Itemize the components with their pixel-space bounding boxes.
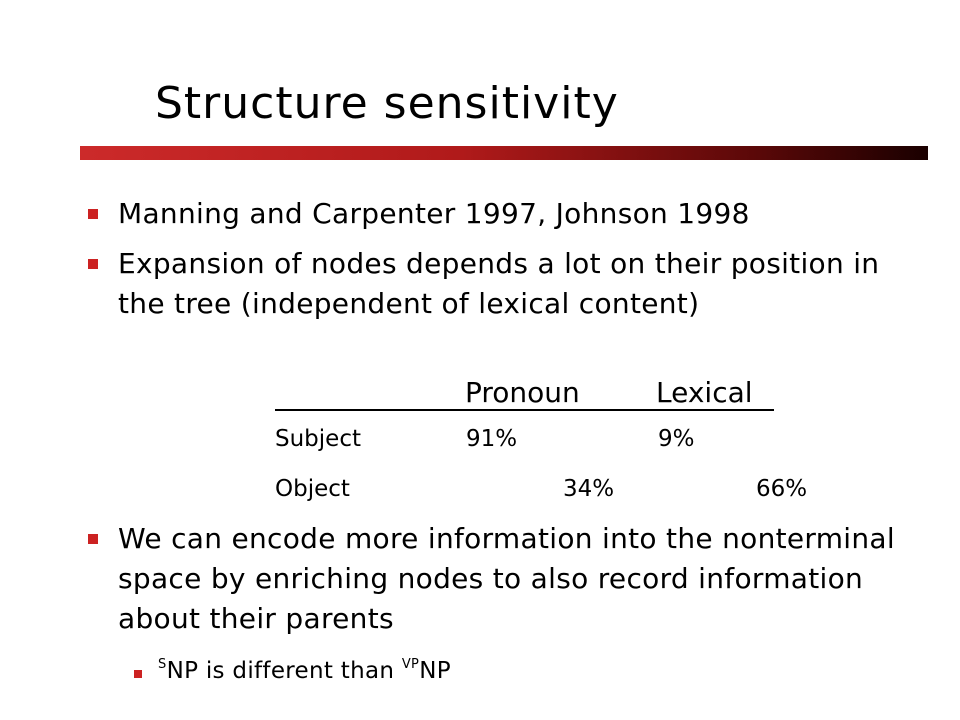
- table-cell-object-lexical: 66%: [756, 476, 808, 502]
- sub-bullet-marker: [134, 670, 142, 678]
- table-row-label-subject: Subject: [275, 426, 361, 452]
- slide-title: Structure sensitivity: [155, 78, 619, 129]
- sub-bullet-text: [158, 656, 451, 686]
- table-row-label-object: Object: [275, 476, 350, 502]
- bullet-text-3: We can encode more information into the nonterminal space by enriching nodes to also record information about their parents: [118, 522, 895, 635]
- bullet-marker: [88, 209, 98, 219]
- table-cell-subject-pronoun: 91%: [466, 426, 518, 452]
- table-cell-object-pronoun: 34%: [563, 476, 615, 502]
- bullet-text-2: Expansion of nodes depends a lot on their position in the tree (independent of lexical content): [118, 247, 880, 320]
- sub-bullet-part2: NP: [419, 658, 451, 684]
- table-header-lexical: Lexical: [656, 376, 753, 409]
- sup-vp: VP: [401, 657, 420, 672]
- sub-bullet-part1: NP is different than: [166, 658, 402, 684]
- table-header-pronoun: Pronoun: [465, 376, 580, 409]
- title-rule: [80, 146, 928, 160]
- bullet-marker: [88, 534, 98, 544]
- bullet-marker: [88, 259, 98, 269]
- table-header-rule: [275, 409, 774, 411]
- table-cell-subject-lexical: 9%: [658, 426, 695, 452]
- sup-s: S: [158, 657, 167, 672]
- bullet-text-1: Manning and Carpenter 1997, Johnson 1998: [118, 197, 750, 230]
